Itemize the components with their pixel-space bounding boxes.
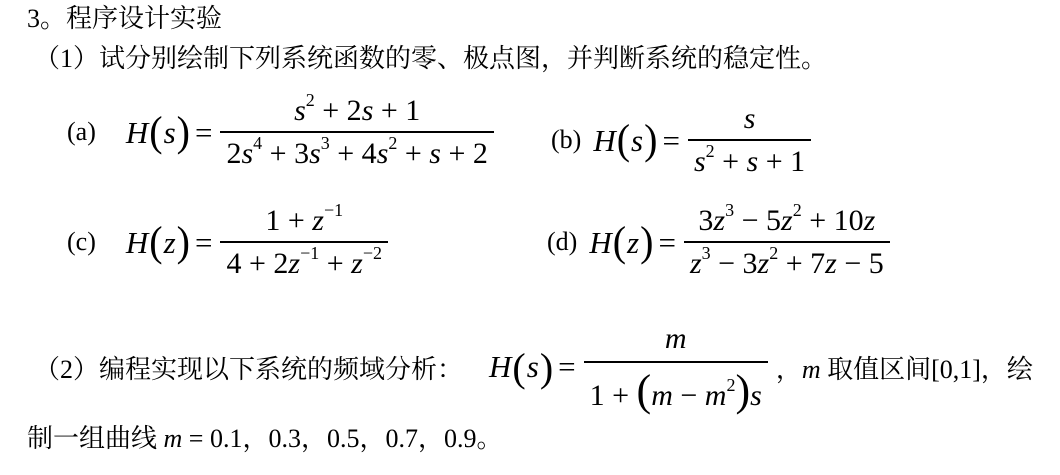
task-2-fraction (584, 322, 768, 413)
equation-a-lhs: H ( s ) (125, 108, 190, 156)
equation-d: (d) H ( z ) = $\frac{3z^3 - 5z^2 + 10z}{z^3 - 3z^2 + 7z - 5}$ (547, 206, 890, 279)
task-2-text: （2）编程实现以下系统的频域分析： (34, 354, 464, 384)
equation-c-label: (c) (67, 227, 96, 257)
task-1-instruction: （1）试分别绘制下列系统函数的零、极点图，并判断系统的稳定性。 (34, 44, 828, 73)
equation-b-fraction (688, 104, 811, 177)
task-2-lhs: H ( s ) (489, 344, 554, 390)
equation-d-label: (d) (547, 227, 578, 257)
task-2-instruction (34, 322, 1033, 413)
equation-a-label: (a) (67, 117, 96, 147)
task-2-denominator: $1 + (m - m^2)s$ (589, 365, 762, 415)
equation-b-lhs: H ( s ) (593, 116, 658, 164)
task-2-numerator: m (664, 322, 687, 355)
equation-c: (c) H ( z ) = $\frac{1 + z^{-1}}{4 + 2z^{-1} + z^{-2}}$ (67, 206, 388, 279)
equation-c-denominator: $4 + 2z^{-1} + z^{-2}$ (226, 242, 382, 280)
equation-a-denominator: $2s^4 + 3s^3 + 4s^2 + s + 2$ (226, 132, 488, 170)
equation-b: (b) H ( s ) = $\frac{s}{s^2 + s + 1}$ (551, 104, 811, 177)
equation-b-denominator: $s^2 + s + 1$ (693, 140, 806, 178)
equation-d-denominator: $z^3 - 3z^2 + 7z - 5$ (689, 242, 884, 280)
task-2-range-text: ，m 取值区间[0,1]，绘 (775, 354, 1033, 384)
section-heading: 3。程序设计实验 (27, 4, 223, 33)
task-2-continuation: 制一组曲线 m = 0.1，0.3，0.5，0.7，0.9。 (27, 424, 503, 453)
equation-a-fraction (220, 90, 493, 170)
equation-a-numerator: $s^2 + 2s + 1$ (294, 90, 421, 127)
equation-c-lhs: H ( z ) (125, 218, 190, 266)
equation-d-numerator: $3z^3 - 5z^2 + 10z$ (698, 200, 876, 237)
equation-d-fraction (684, 200, 890, 280)
equation-b-label: (b) (551, 125, 582, 155)
equation-b-numerator: s (743, 102, 756, 135)
equation-a: (a) H ( s ) = $\frac{s^2 + 2s + 1}{2s^4 + 3s^3 + 4s^2 + s + 2}$ (67, 96, 494, 169)
task-2-equation: H ( s ) = $\frac{m}{1 + (m - m^2)s}$ (489, 322, 768, 413)
equation-d-lhs: H ( z ) (589, 218, 654, 266)
equation-c-numerator: $1 + z^{-1}$ (265, 200, 344, 237)
